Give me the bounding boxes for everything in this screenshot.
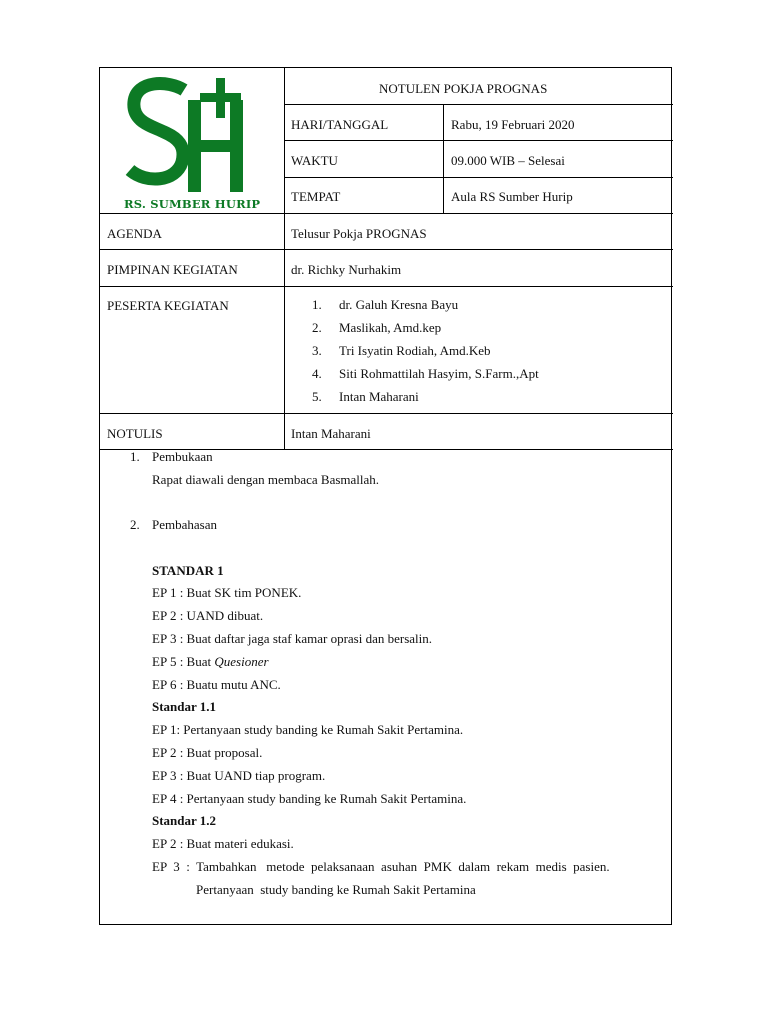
list-item: 3. Tri Isyatin Rodiah, Amd.Keb bbox=[312, 343, 491, 358]
ep-item: EP 4 : Pertanyaan study banding ke Rumah Sakit Pertamina. bbox=[152, 791, 467, 806]
ep-item: EP 3 : Tambahkan metode pelaksanaan asuhan PMK dalam rekam medis pasien. bbox=[152, 859, 610, 874]
section-title: Pembahasan bbox=[152, 517, 217, 532]
pimpinan-label: PIMPINAN KEGIATAN bbox=[107, 262, 238, 277]
waktu-label: WAKTU bbox=[291, 153, 338, 168]
hari-tanggal-label: HARI/TANGGAL bbox=[291, 117, 389, 132]
standard-heading: Standar 1.2 bbox=[152, 813, 217, 828]
standard-heading: Standar 1.1 bbox=[152, 699, 217, 714]
ep-item: EP 2 : Buat materi edukasi. bbox=[152, 836, 294, 851]
tempat-value: Aula RS Sumber Hurip bbox=[451, 189, 573, 204]
column-divider bbox=[443, 104, 444, 213]
row-divider bbox=[284, 140, 673, 141]
row-divider bbox=[100, 213, 673, 214]
list-item: 2. Maslikah, Amd.kep bbox=[312, 320, 442, 335]
row-divider bbox=[284, 177, 673, 178]
section-title: Pembukaan bbox=[152, 449, 213, 464]
ep-item: EP 6 : Buatu mutu ANC. bbox=[152, 677, 281, 692]
ep-item-continuation: Pertanyaan study banding ke Rumah Sakit Pertamina bbox=[196, 882, 476, 897]
row-divider bbox=[284, 104, 673, 105]
list-item: 5. Intan Maharani bbox=[312, 389, 419, 404]
ep-item: EP 2 : Buat proposal. bbox=[152, 745, 263, 760]
ep-item: EP 3 : Buat UAND tiap program. bbox=[152, 768, 326, 783]
row-divider bbox=[100, 413, 673, 414]
notulis-label: NOTULIS bbox=[107, 426, 163, 441]
sh-logo-icon bbox=[122, 76, 262, 198]
standard-heading: STANDAR 1 bbox=[152, 563, 224, 578]
section-number: 2. bbox=[130, 517, 140, 532]
logo-hospital-name: RS. SUMBER HURIP bbox=[124, 197, 261, 211]
document-title: NOTULEN POKJA PROGNAS bbox=[379, 81, 548, 96]
ep-item: EP 3 : Buat daftar jaga staf kamar oprasi dan bersalin. bbox=[152, 631, 433, 646]
waktu-value: 09.000 WIB – Selesai bbox=[451, 153, 565, 168]
hari-tanggal-value: Rabu, 19 Februari 2020 bbox=[451, 117, 575, 132]
ep-item: EP 2 : UAND dibuat. bbox=[152, 608, 264, 623]
notulis-value: Intan Maharani bbox=[291, 426, 371, 441]
row-divider bbox=[100, 249, 673, 250]
ep-item: EP 1: Pertanyaan study banding ke Rumah Sakit Pertamina. bbox=[152, 722, 464, 737]
document-page bbox=[99, 67, 672, 925]
list-item: 1. dr. Galuh Kresna Bayu bbox=[312, 297, 459, 312]
agenda-label: AGENDA bbox=[107, 226, 162, 241]
peserta-label: PESERTA KEGIATAN bbox=[107, 298, 229, 313]
ep-item: EP 5 : Buat Quesioner bbox=[152, 654, 269, 669]
participant-list bbox=[312, 297, 539, 412]
section-text: Rapat diawali dengan membaca Basmallah. bbox=[152, 472, 380, 487]
column-divider bbox=[284, 68, 285, 449]
ep-item: EP 1 : Buat SK tim PONEK. bbox=[152, 585, 302, 600]
row-divider bbox=[100, 286, 673, 287]
tempat-label: TEMPAT bbox=[291, 189, 341, 204]
pimpinan-value: dr. Richky Nurhakim bbox=[291, 262, 402, 277]
list-item: 4. Siti Rohmattilah Hasyim, S.Farm.,Apt bbox=[312, 366, 539, 381]
hospital-logo bbox=[100, 68, 284, 213]
agenda-value: Telusur Pokja PROGNAS bbox=[291, 226, 427, 241]
section-number: 1. bbox=[130, 449, 140, 464]
